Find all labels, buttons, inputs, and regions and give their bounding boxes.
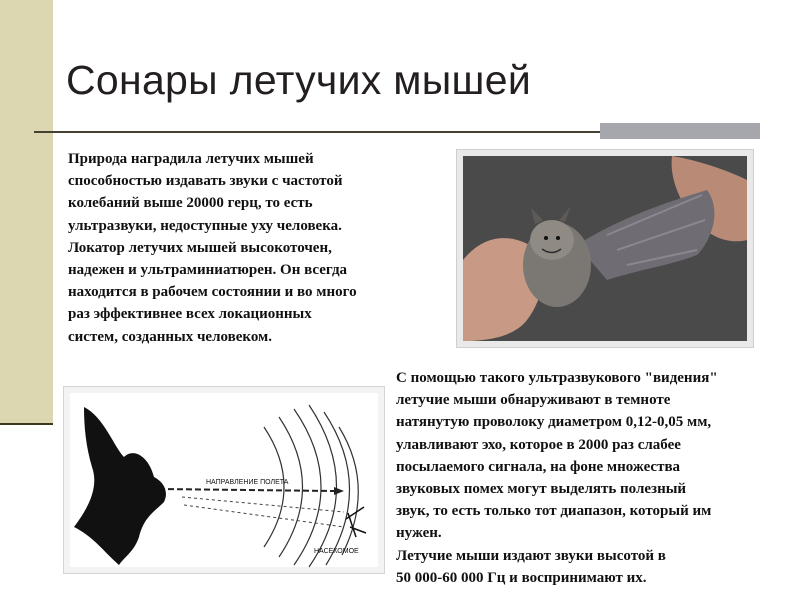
insect-label: НАСЕКОМОЕ bbox=[314, 548, 359, 555]
echolocation-illustration bbox=[64, 387, 384, 573]
left-accent-band bbox=[0, 0, 53, 425]
left-divider bbox=[0, 423, 53, 425]
bat-photo-illustration bbox=[457, 150, 753, 347]
details-paragraph: С помощью такого ультразвукового "видения" летучие мыши обнаруживают в темноте натянутую проволоку диаметром 0,12-0,05 мм, улавливают эхо, которое в 2000 раз слабее посылаемого сигнала, на фоне множества звуковых помех могут выделять полезный звук, то есть только тот диапазон, который им нужен. Летучие мыши издают звуки высотой в 50 000-60 000 Гц и воспринимают их. bbox=[396, 370, 718, 586]
intro-paragraph: Природа наградила летучих мышей способностью издавать звуки с частотой колебаний выше 20000 герц, то есть ультразвуки, недоступные уху человека. Локатор летучих мышей высокоточен, надежен и ультраминиатюрен. Он всегда находится в рабочем состоянии и во много раз эффективнее всех локационных систем, созданных человеком. bbox=[68, 151, 357, 345]
flight-direction-label: НАПРАВЛЕНИЕ ПОЛЕТА bbox=[206, 479, 289, 486]
title-underline bbox=[34, 131, 600, 133]
title-accent-bar bbox=[600, 123, 760, 139]
bat-photo bbox=[456, 149, 754, 348]
slide-title: Сонары летучих мышей bbox=[66, 57, 532, 103]
echolocation-diagram bbox=[63, 386, 385, 574]
